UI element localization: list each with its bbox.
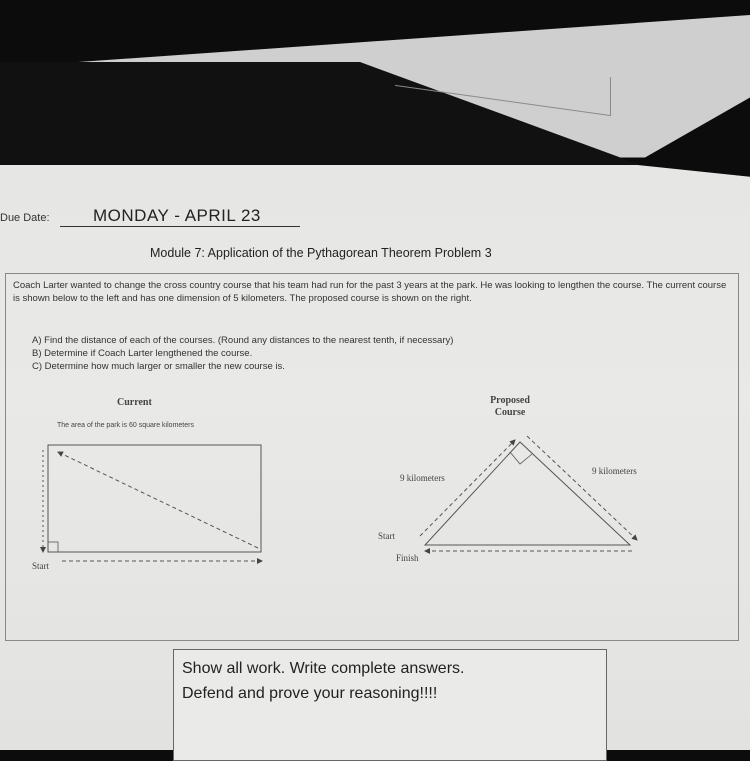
current-start-label: Start (32, 561, 49, 571)
current-course-area-note: The area of the park is 60 square kilometers (57, 422, 194, 429)
task-c: C) Determine how much larger or smaller the new course is. (32, 361, 285, 372)
proposed-title-line2: Course (494, 407, 526, 418)
proposed-course-title (480, 395, 540, 419)
proposed-left-side-label: 9 kilometers (400, 473, 445, 483)
task-b: B) Determine if Coach Larter lengthened the course. (32, 348, 253, 359)
module-title: Module 7: Application of the Pythagorean Theorem Problem 3 (150, 246, 492, 260)
proposed-start-label: Start (378, 531, 395, 541)
task-a: A) Find the distance of each of the courses. (Round any distances to the nearest tenth, if necessary) (32, 335, 454, 346)
instructions-line1: Show all work. Write complete answers. (182, 660, 465, 677)
proposed-right-arrow (527, 436, 637, 540)
right-angle-mark-proposed (510, 452, 532, 464)
due-date-label: Due Date: (0, 212, 50, 224)
problem-statement: Coach Larter wanted to change the cross country course that his team had run for the past 3 years at the park. He was looking to lengthen the course. The current course is shown below to the left and has one dimension of 5 kilometers. The proposed course is shown on the right. (13, 280, 727, 304)
proposed-title-line1: Proposed (490, 395, 530, 406)
proposed-left-arrow (420, 440, 515, 536)
current-diagonal-arrow (58, 452, 258, 548)
instructions-text (182, 656, 464, 706)
proposed-finish-label: Finish (396, 553, 419, 563)
instructions-line2: Defend and prove your reasoning!!!! (182, 685, 438, 702)
due-date-value: MONDAY - APRIL 23 (93, 206, 261, 225)
current-course-title: Current (117, 397, 152, 408)
proposed-right-side-label: 9 kilometers (592, 466, 637, 476)
right-angle-mark-current (48, 542, 58, 552)
